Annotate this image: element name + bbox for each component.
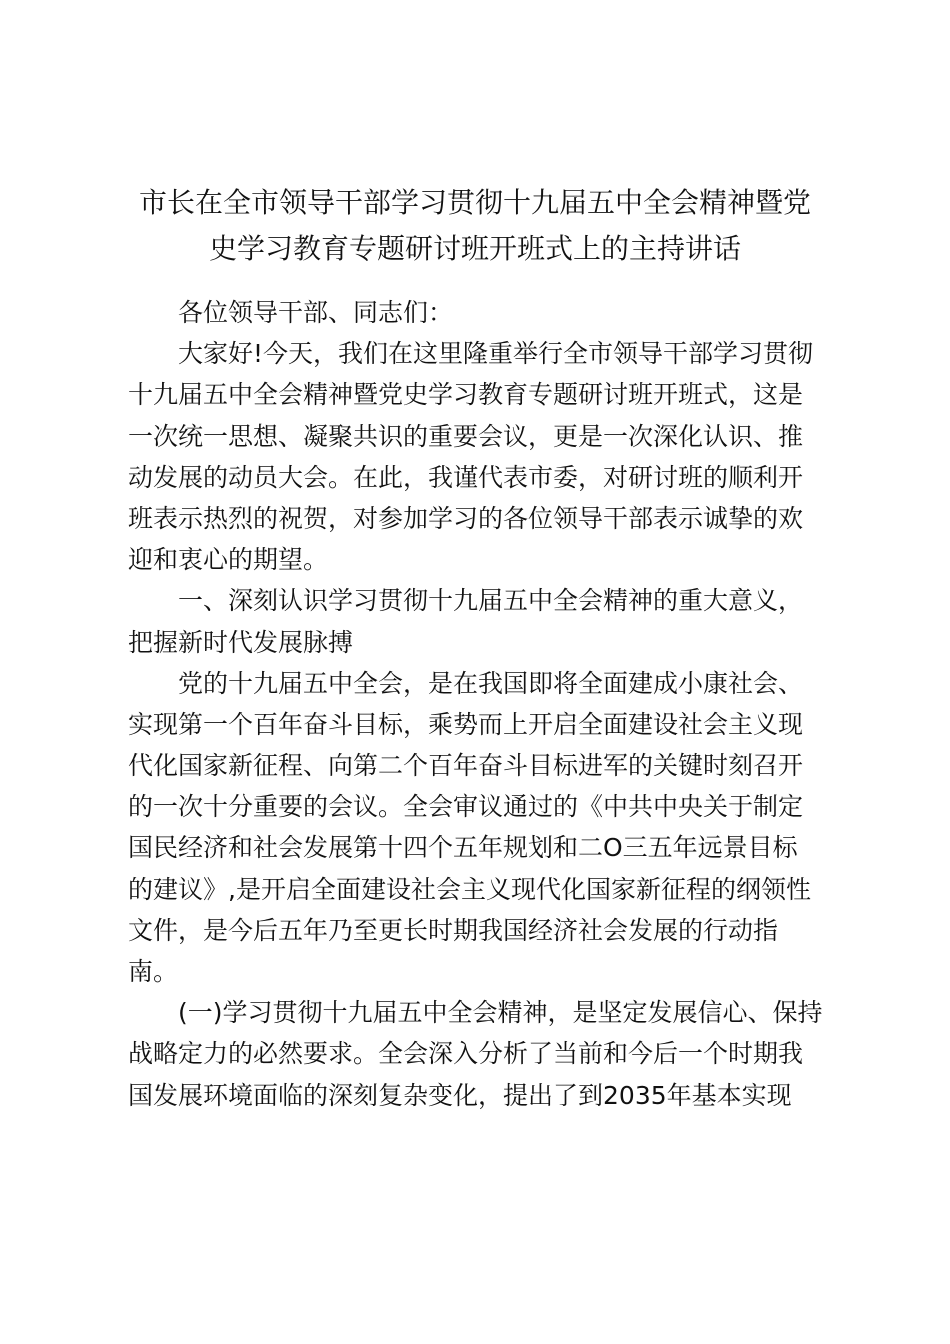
section-heading-line: 一、深刻认识学习贯彻十九届五中全会精神的重大意义， <box>178 586 804 616</box>
paragraph-line: 一次统一思想、凝聚共识的重要会议，更是一次深化认识、推 <box>128 421 804 451</box>
paragraph-line: 动发展的动员大会。在此，我谨代表市委，对研讨班的顺利开 <box>128 462 804 492</box>
paragraph-line: 国发展环境面临的深刻复杂变化，提出了到2035年基本实现 <box>128 1080 792 1110</box>
paragraph-line: 的建议》,是开启全面建设社会主义现代化国家新征程的纲领性 <box>128 874 811 904</box>
paragraph-line: 班表示热烈的祝贺，对参加学习的各位领导干部表示诚挚的欢 <box>128 503 804 533</box>
paragraph-line: 迎和衷心的期望。 <box>128 545 329 575</box>
section-heading-line: 把握新时代发展脉搏 <box>128 627 354 657</box>
paragraph-line: 的一次十分重要的会议。全会审议通过的《中共中央关于制定 <box>128 792 804 822</box>
title-line: 市长在全市领导干部学习贯彻十九届五中全会精神暨党 <box>138 186 811 219</box>
paragraph-line: 实现第一个百年奋斗目标，乘势而上开启全面建设社会主义现 <box>128 709 804 739</box>
paragraph-line: 文件，是今后五年乃至更长时期我国经济社会发展的行动指 <box>128 915 779 945</box>
document-body <box>128 292 828 1116</box>
paragraph-line: 十九届五中全会精神暨党史学习教育专题研讨班开班式，这是 <box>128 380 804 410</box>
salutation: 各位领导干部、同志们： <box>178 298 454 327</box>
document-title <box>110 180 840 272</box>
paragraph-line: 大家好!今天，我们在这里隆重举行全市领导干部学习贯彻 <box>178 339 814 369</box>
paragraph-line: (一)学习贯彻十九届五中全会精神，是坚定发展信心、保持 <box>178 998 823 1028</box>
paragraph-line: 代化国家新征程、向第二个百年奋斗目标进军的关键时刻召开 <box>128 751 804 781</box>
paragraph-line: 国民经济和社会发展第十四个五年规划和二O三五年远景目标 <box>128 833 798 863</box>
paragraph-line: 党的十九届五中全会，是在我国即将全面建成小康社会、 <box>178 668 804 698</box>
title-line: 史学习教育专题研讨班开班式上的主持讲话 <box>208 232 741 265</box>
paragraph-line: 战略定力的必然要求。全会深入分析了当前和今后一个时期我 <box>128 1039 804 1069</box>
paragraph-line: 南。 <box>128 957 179 986</box>
